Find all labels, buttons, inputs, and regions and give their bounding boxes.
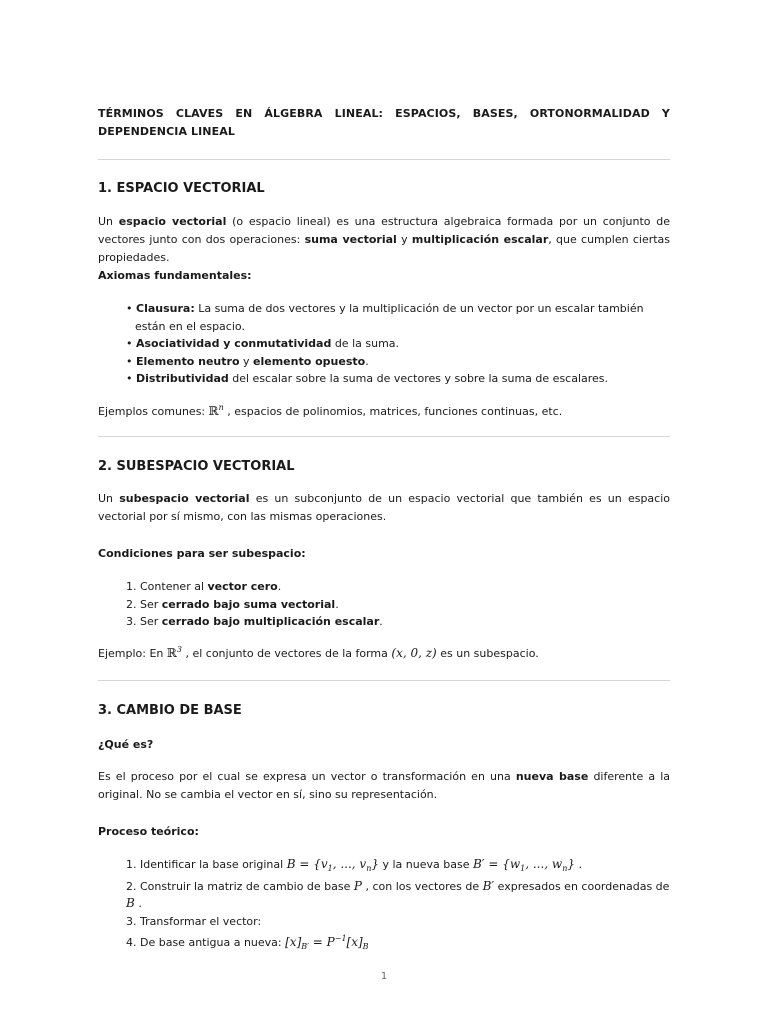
list-item: • Clausura: La suma de dos vectores y la multiplicación de un vector por un escalar también están en el espacio. xyxy=(126,302,644,333)
list-item: 1. Identificar la base original $B = \{v_1$, ..., $v_n$} y la nueva base $B' = \{w_1$, ..., $w_n$} . xyxy=(126,857,582,873)
section-heading-espacio-vectorial: 1. ESPACIO VECTORIAL xyxy=(98,181,265,196)
list-item: 2. Ser cerrado bajo suma vectorial. xyxy=(126,597,339,611)
math-tuple: (x, 0, z) xyxy=(391,646,437,660)
page-number: 1 xyxy=(380,971,388,982)
ejemplos-comunes: Ejemplos comunes: ℝ$^n$ , espacios de polinomios, matrices, funciones continuas, etc. xyxy=(98,403,563,418)
proceso-list xyxy=(126,856,670,956)
math-change-formula: $[x]_{B'} = P^{-1}[x]_B$ xyxy=(285,934,369,951)
espacio-vectorial-intro: Un espacio vectorial (o espacio lineal) es una estructura algebraica formada por un conjunto de vectores junto con dos operaciones: suma vectorial y multiplicación escalar, que cumplen ciertas propiedades. xyxy=(98,215,671,264)
section-divider xyxy=(98,159,670,160)
math-b-prime: B′ xyxy=(482,878,495,893)
math-r3: ℝ$^3$ xyxy=(166,645,182,660)
proceso-label: Proceso teórico: xyxy=(98,825,199,838)
section-heading-cambio-de-base: 3. CAMBIO DE BASE xyxy=(98,703,242,718)
que-es-label: ¿Qué es? xyxy=(98,738,154,751)
list-item: • Distributividad del escalar sobre la suma de vectores y sobre la suma de escalares. xyxy=(126,372,609,385)
list-item: 1. Contener al vector cero. xyxy=(126,580,282,593)
list-item: 2. Construir la matriz de cambio de base P , con los vectores de B′ expresados en coordenadas de B . xyxy=(126,878,670,910)
math-base-b-prime: $B' = \{w_1$, ..., $w_n$} xyxy=(472,857,575,873)
section-heading-subespacio-vectorial: 2. SUBESPACIO VECTORIAL xyxy=(98,459,295,474)
section-divider xyxy=(98,680,670,681)
subespacio-intro: Un subespacio vectorial es un subconjunto de un espacio vectorial que también es un espacio vectorial por sí mismo, con las mismas operaciones. xyxy=(98,492,670,523)
section-divider xyxy=(98,436,670,437)
document-title: TÉRMINOS CLAVES EN ÁLGEBRA LINEAL: ESPACIOS, BASES, ORTONORMALIDAD Y DEPENDENCIA LINEAL xyxy=(98,107,670,138)
math-base-b: $B = \{v_1$, ..., $v_n$} xyxy=(286,857,379,873)
math-p: P xyxy=(353,878,362,893)
math-b: B xyxy=(126,896,135,910)
list-item: 4. De base antigua a nueva: $[x]_{B'} = P^{-1}[x]_B$ xyxy=(126,934,369,951)
list-item: 3. Transformar el vector: xyxy=(126,914,262,928)
list-item: • Asociatividad y conmutatividad de la suma. xyxy=(126,337,400,350)
list-item: • Elemento neutro y elemento opuesto. xyxy=(126,354,369,368)
math-rn: ℝ$^n$ xyxy=(208,403,224,418)
axiomas-label: Axiomas fundamentales: xyxy=(98,269,252,282)
axiomas-list xyxy=(126,300,670,388)
condiciones-list xyxy=(126,578,670,631)
list-item: 3. Ser cerrado bajo multiplicación escalar. xyxy=(126,615,383,628)
condiciones-label: Condiciones para ser subespacio: xyxy=(98,547,306,560)
subespacio-ejemplo: Ejemplo: En ℝ$^3$ , el conjunto de vectores de la forma (x, 0, z) es un subespacio. xyxy=(98,645,539,660)
que-es-text: Es el proceso por el cual se expresa un vector o transformación en una nueva base diferente a la original. No se cambia el vector en sí, sino su representación. xyxy=(98,770,670,801)
